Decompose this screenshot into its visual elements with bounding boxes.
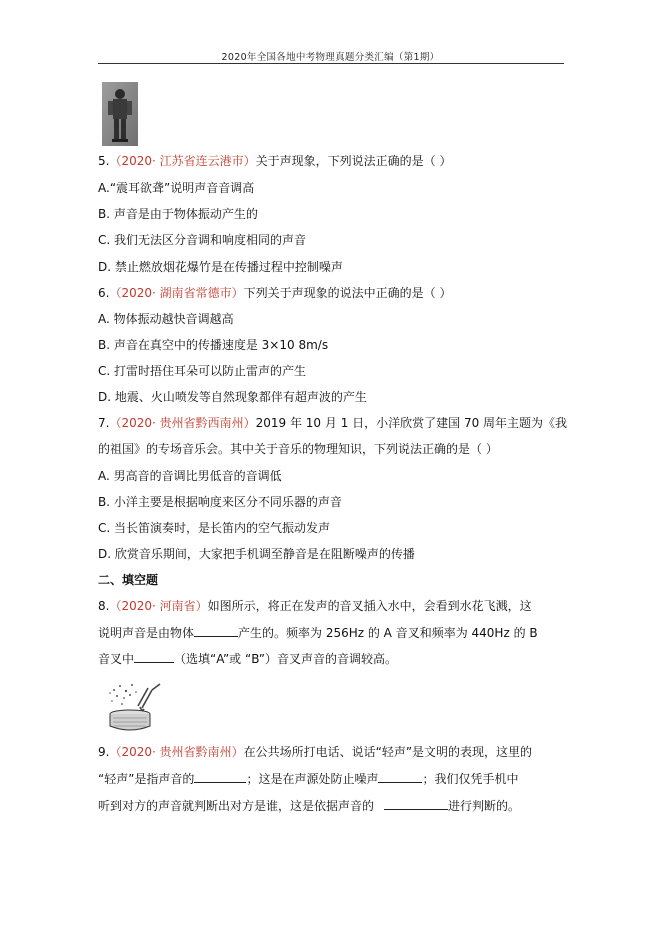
section-title: 二、填空题 xyxy=(98,573,159,587)
question-text: 在公共场所打电话、说话“轻声”是文明的表现，这里的 xyxy=(243,745,533,759)
question-text: 进行判断的。 xyxy=(448,799,521,813)
question-source: （2020· 河南省） xyxy=(109,599,208,613)
answer-blank[interactable] xyxy=(134,650,174,663)
question-text: 下列关于声现象的说法中正确的是（ ） xyxy=(243,286,452,300)
answer-blank[interactable] xyxy=(384,797,448,810)
question-6-option-d: D. 地震、火山喷发等自然现象都伴有超声波的产生 xyxy=(98,390,367,404)
question-9-line-2 xyxy=(98,770,518,787)
question-5-option-b: B. 声音是由于物体振动产生的 xyxy=(98,207,258,221)
question-text: ；我们仅凭手机中 xyxy=(422,772,519,786)
question-7-stem xyxy=(98,415,567,431)
question-text: 说明声音是由物体 xyxy=(98,626,195,640)
question-text: 听到对方的声音就判断出对方是谁，这是依据声音的 xyxy=(98,799,375,813)
question-9-stem xyxy=(98,744,532,760)
question-source: （2020· 江苏省连云港市） xyxy=(109,154,256,168)
question-source: （2020· 贵州省黔南州） xyxy=(109,745,244,759)
question-7-option-b: B. 小洋主要是根据响度来区分不同乐器的声音 xyxy=(98,495,342,509)
question-8-stem xyxy=(98,598,532,614)
question-text: （选填“A”或 “B”）音叉声音的音调较高。 xyxy=(174,652,398,666)
page-header: 2020年全国各地中考物理真题分类汇编（第1期） xyxy=(221,52,440,63)
question-number: 9. xyxy=(98,745,110,759)
question-5-option-d: D. 禁止燃放烟花爆竹是在传播过程中控制噪声 xyxy=(98,260,343,274)
figure-tuning-fork-water xyxy=(104,682,166,734)
question-7-option-d: D. 欣赏音乐期间，大家把手机调至静音是在阻断噪声的传播 xyxy=(98,547,415,561)
answer-blank[interactable] xyxy=(194,624,238,637)
header-divider xyxy=(98,63,564,64)
question-7-option-a: A. 男高音的音调比男低音的音调低 xyxy=(98,469,282,483)
question-text: 如图所示，将正在发声的音叉插入水中，会看到水花飞溅，这 xyxy=(207,599,532,613)
question-6-option-c: C. 打雷时捂住耳朵可以防止雷声的产生 xyxy=(98,364,307,378)
question-text: 关于声现象，下列说法正确的是（ ） xyxy=(255,154,452,168)
question-7-option-c: C. 当长笛演奏时，是长笛内的空气振动发声 xyxy=(98,521,331,535)
question-6-option-a: A. 物体振动越快音调越高 xyxy=(98,312,234,326)
question-6-stem xyxy=(98,285,451,301)
figure-person-photo xyxy=(102,82,138,146)
question-text: ；这是在声源处防止噪声 xyxy=(246,772,379,786)
question-number: 7. xyxy=(98,416,110,430)
question-number: 5. xyxy=(98,154,110,168)
question-6-option-b: B. 声音在真空中的传播速度是 3×10 8m/s xyxy=(98,338,329,352)
question-8-line-2 xyxy=(98,624,538,641)
question-number: 6. xyxy=(98,286,110,300)
question-5-option-a: A.“震耳欲聋”说明声音音调高 xyxy=(98,181,255,195)
question-9-line-3 xyxy=(98,797,520,814)
question-text: 音叉中 xyxy=(98,652,135,666)
question-5-option-c: C. 我们无法区分音调和响度相同的声音 xyxy=(98,233,307,247)
answer-blank[interactable] xyxy=(194,770,246,783)
answer-blank[interactable] xyxy=(378,770,422,783)
question-7-stem-continued: 的祖国》的专场音乐会。其中关于音乐的物理知识，下列说法正确的是（ ） xyxy=(98,442,498,456)
question-text: 2019 年 10 月 1 日，小洋欣赏了建国 70 周年主题为《我 xyxy=(255,416,568,430)
question-number: 8. xyxy=(98,599,110,613)
question-8-line-3 xyxy=(98,650,397,667)
question-text: 产生的。频率为 256Hz 的 A 音叉和频率为 440Hz 的 B xyxy=(238,626,538,640)
question-5-stem xyxy=(98,153,451,169)
question-source: （2020· 湖南省常德市） xyxy=(109,286,244,300)
question-text: “轻声”是指声音的 xyxy=(98,772,195,786)
question-source: （2020· 贵州省黔西南州） xyxy=(109,416,256,430)
